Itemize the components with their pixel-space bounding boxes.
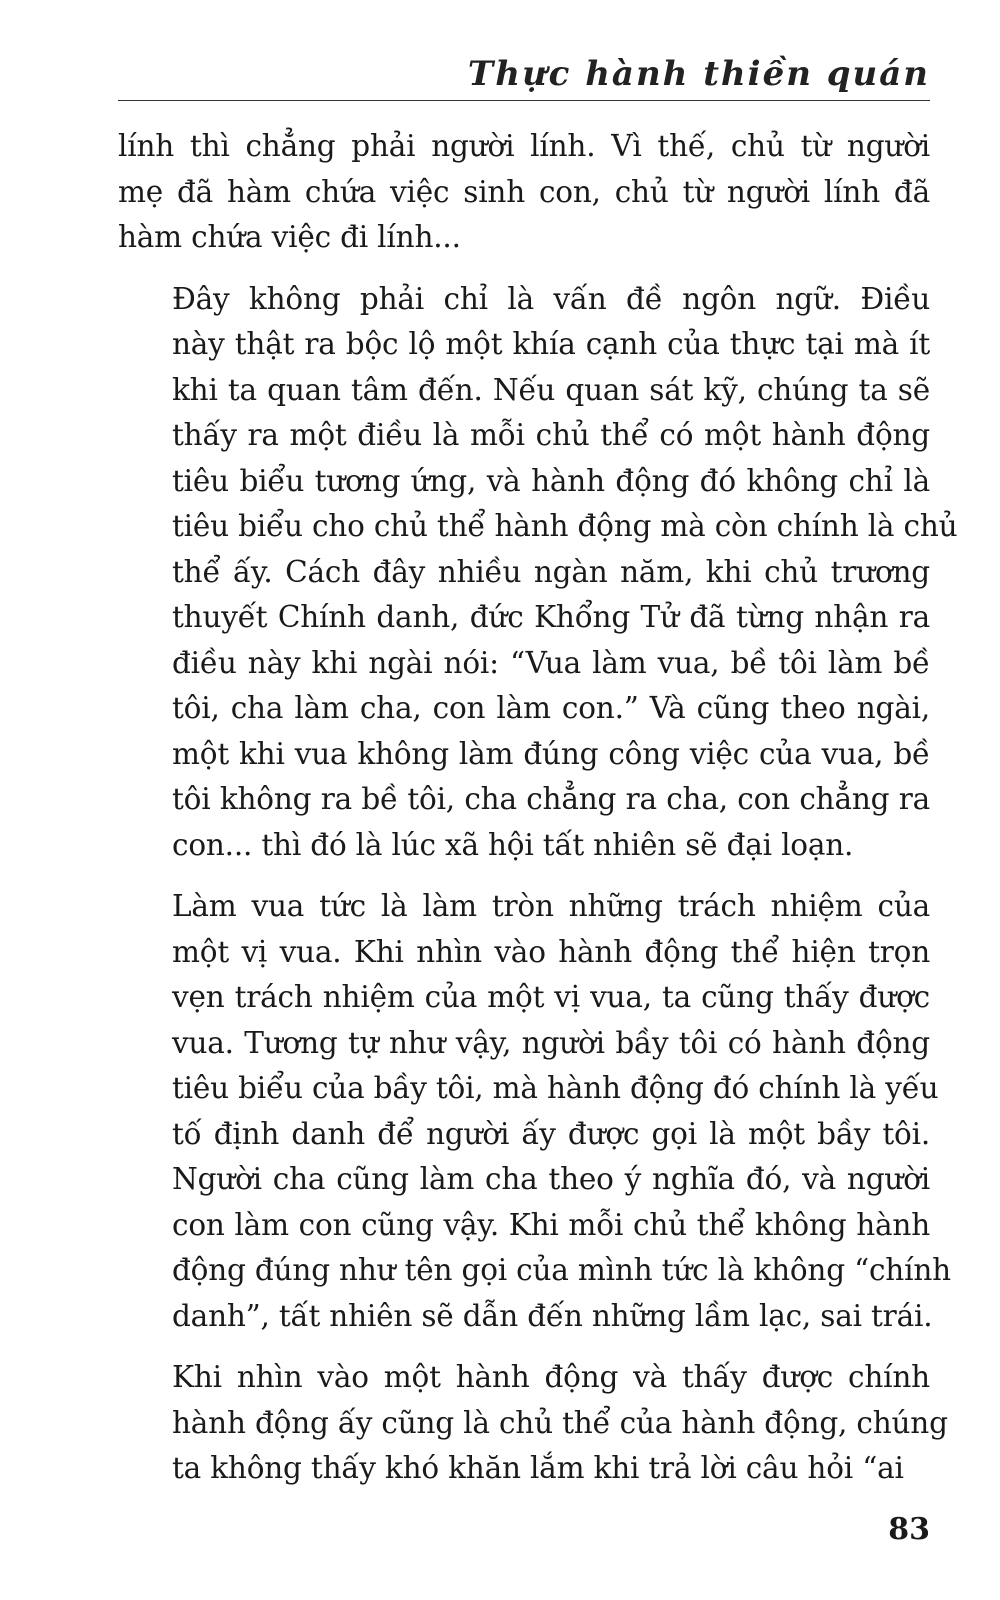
text-line: điều này khi ngài nói: “Vua làm vua, bề tôi làm bề: [172, 645, 930, 680]
text-line: một vị vua. Khi nhìn vào hành động thể hiện trọn: [172, 934, 930, 969]
paragraph: [118, 884, 951, 1339]
text-line: ta không thấy khó khăn lắm khi trả lời câu hỏi “ai: [172, 1451, 904, 1485]
text-line: thấy ra một điều là mỗi chủ thể có một hành động: [172, 418, 930, 452]
text-line: tôi không ra bề tôi, cha chẳng ra cha, con chẳng ra: [172, 782, 930, 816]
text-line: vua. Tương tự như vậy, người bầy tôi có hành động: [172, 1025, 930, 1060]
header-divider: [118, 100, 930, 101]
text-line: tố định danh để người ấy được gọi là một bầy tôi.: [172, 1116, 930, 1151]
paragraph: [118, 124, 930, 261]
text-line: mẹ đã hàm chứa việc sinh con, chủ từ người lính đã: [118, 174, 930, 209]
text-line: tôi, cha làm cha, con làm con.” Và cũng theo ngài,: [172, 691, 930, 725]
text-line: lính thì chẳng phải người lính. Vì thế, chủ từ người: [118, 129, 930, 163]
page-number: 83: [888, 1512, 930, 1547]
text-line: Đây không phải chỉ là vấn đề ngôn ngữ. Điều: [172, 281, 930, 316]
text-line: thuyết Chính danh, đức Khổng Tử đã từng nhận ra: [172, 600, 930, 634]
text-line: này thật ra bộc lộ một khía cạnh của thực tại mà ít: [172, 327, 930, 361]
running-header-title: Thực hành thiền quán: [467, 54, 930, 94]
text-line: Khi nhìn vào một hành động và thấy được chính: [172, 1360, 930, 1394]
body-text: [118, 124, 958, 1508]
text-line: tiêu biểu tương ứng, và hành động đó không chỉ là: [172, 463, 930, 498]
text-line: động đúng như tên gọi của mình tức là không “chính: [172, 1253, 951, 1287]
text-line: thể ấy. Cách đây nhiều ngàn năm, khi chủ trương: [172, 554, 930, 589]
text-line: tiêu biểu cho chủ thể hành động mà còn chính là chủ: [172, 509, 958, 543]
text-line: hành động ấy cũng là chủ thể của hành động, chúng: [172, 1405, 948, 1440]
text-line: Người cha cũng làm cha theo ý nghĩa đó, và người: [172, 1162, 930, 1196]
text-line: một khi vua không làm đúng công việc của vua, bề: [172, 736, 930, 771]
paragraph: [118, 277, 958, 869]
text-line: con... thì đó là lúc xã hội tất nhiên sẽ đại loạn.: [172, 827, 854, 862]
text-line: danh”, tất nhiên sẽ dẫn đến những lầm lạc, sai trái.: [172, 1298, 933, 1333]
text-line: hàm chứa việc đi lính...: [118, 220, 461, 254]
paragraph: [118, 1355, 948, 1492]
text-line: con làm con cũng vậy. Khi mỗi chủ thể không hành: [172, 1207, 930, 1242]
text-line: Làm vua tức là làm tròn những trách nhiệm của: [172, 889, 930, 923]
text-line: khi ta quan tâm đến. Nếu quan sát kỹ, chúng ta sẽ: [172, 372, 930, 407]
text-line: vẹn trách nhiệm của một vị vua, ta cũng thấy được: [172, 980, 930, 1014]
text-line: tiêu biểu của bầy tôi, mà hành động đó chính là yếu: [172, 1071, 939, 1105]
